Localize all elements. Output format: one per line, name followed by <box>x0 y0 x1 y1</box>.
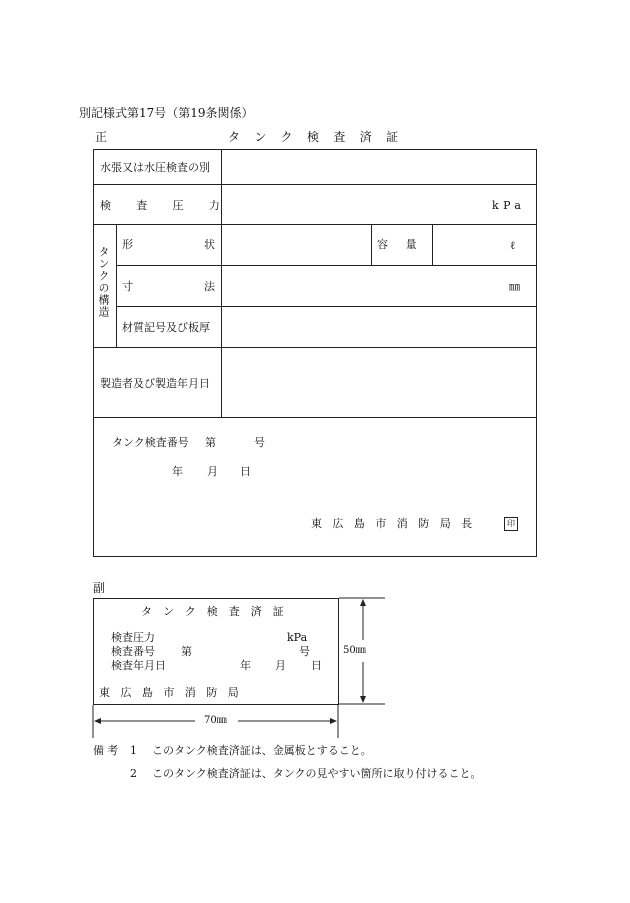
cert-number-go: 号 <box>254 436 265 449</box>
seal-mark: 印 <box>504 517 518 531</box>
date-day: 日 <box>240 465 251 478</box>
width-dimension: 70㎜ <box>204 715 227 726</box>
cert-number-dai: 第 <box>205 436 216 449</box>
copy-title: タンク検査済証 <box>141 605 295 618</box>
inspection-type-label: 水張又は水圧検査の別 <box>100 161 210 174</box>
material-label: 材質記号及び板厚 <box>122 321 210 334</box>
note-number: 1 <box>130 744 137 757</box>
notes-label: 備考 <box>93 744 122 757</box>
copy-number-go: 号 <box>299 645 310 658</box>
maker-label: 製造者及び製造年月日 <box>100 377 210 390</box>
copy-date-label: 検査年月日 <box>111 659 166 672</box>
copy-pressure-label: 検査圧力 <box>111 631 155 644</box>
cert-number-prefix: タンク検査番号 <box>112 436 189 449</box>
issuer: 東広島市消防局長 <box>311 517 483 530</box>
main-title: タンク検査済証 <box>228 130 413 144</box>
dimension-unit: ㎜ <box>509 280 520 293</box>
dimension-label-second: 法 <box>204 280 215 293</box>
date-month: 月 <box>207 465 218 478</box>
front-label: 正 <box>95 130 108 144</box>
pressure-unit: kPa <box>492 199 526 212</box>
copy-number-label: 検査番号 <box>111 645 155 658</box>
copy-issuer: 東広島市消防局 <box>99 686 250 699</box>
capacity-label: 容量 <box>377 238 435 251</box>
copy-date-year: 年 <box>240 659 251 672</box>
pressure-label: 検査圧力 <box>100 199 246 212</box>
note-number: 2 <box>130 767 137 780</box>
copy-date-month: 月 <box>275 659 286 672</box>
copy-number-dai: 第 <box>181 645 192 658</box>
dimension-label-first: 寸 <box>122 280 133 293</box>
shape-label-second: 状 <box>204 238 215 251</box>
note-text: このタンク検査済証は、タンクの見やすい箇所に取り付けること。 <box>152 767 482 780</box>
copy-label: 副 <box>93 581 106 595</box>
shape-label-first: 形 <box>122 238 133 251</box>
capacity-unit: ℓ <box>510 239 516 252</box>
height-dimension: 50㎜ <box>343 645 366 656</box>
form-reference: 別記様式第17号（第19条関係） <box>79 106 254 120</box>
date-year: 年 <box>172 465 183 478</box>
copy-date-day: 日 <box>311 659 322 672</box>
note-text: このタンク検査済証は、金属板とすること。 <box>152 744 372 757</box>
structure-label: タンクの構造 <box>97 246 110 318</box>
copy-pressure-unit: kPa <box>287 631 308 644</box>
